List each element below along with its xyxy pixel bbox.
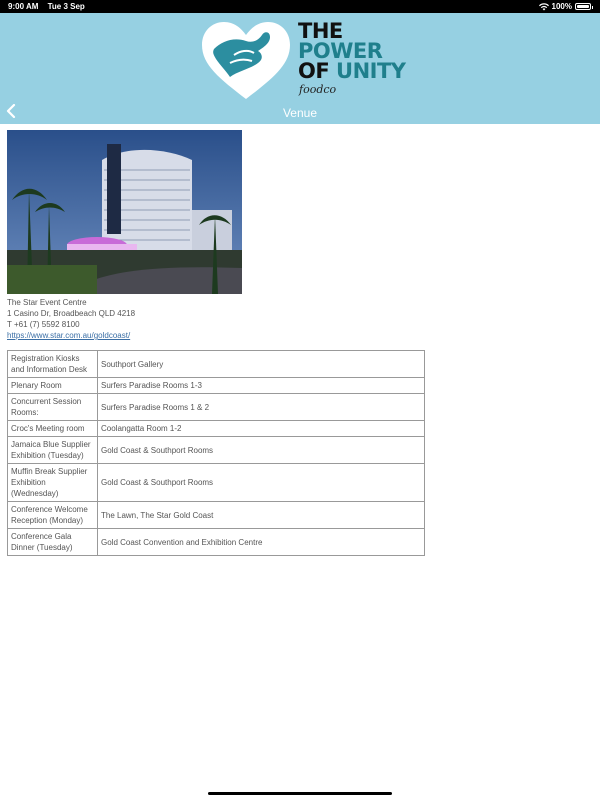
room-location: Surfers Paradise Rooms 1 & 2 [98, 394, 425, 421]
room-location: Gold Coast Convention and Exhibition Centre [98, 529, 425, 556]
table-row [8, 437, 425, 464]
logo-line-of-unity [298, 61, 406, 81]
venue-name: The Star Event Centre [7, 298, 87, 307]
chevron-left-icon [6, 104, 16, 118]
wifi-icon [539, 3, 549, 11]
status-bar [0, 0, 600, 13]
logo-wordmark [298, 21, 406, 81]
logo-unity: UNITY [336, 59, 406, 83]
room-location: Surfers Paradise Rooms 1-3 [98, 378, 425, 394]
venue-phone: T +61 (7) 5592 8100 [7, 320, 80, 329]
battery-icon [575, 3, 591, 10]
logo-line-the: THE [298, 19, 343, 43]
room-label: Muffin Break Supplier Exhibition (Wednesday) [8, 464, 98, 502]
rooms-table-body [8, 351, 425, 556]
table-row [8, 351, 425, 378]
room-label: Plenary Room [8, 378, 98, 394]
main-content [7, 130, 427, 556]
nav-bar [0, 102, 600, 124]
table-row [8, 378, 425, 394]
status-time: 9:00 AM [8, 2, 39, 11]
room-location: The Lawn, The Star Gold Coast [98, 502, 425, 529]
heart-hands-logo-icon [200, 19, 292, 101]
room-location: Southport Gallery [98, 351, 425, 378]
room-label: Jamaica Blue Supplier Exhibition (Tuesday) [8, 437, 98, 464]
room-label: Concurrent Session Rooms: [8, 394, 98, 421]
room-location: Coolangatta Room 1-2 [98, 421, 425, 437]
status-left [8, 2, 85, 11]
logo-line-power: POWER [298, 39, 383, 63]
room-label: Registration Kiosks and Information Desk [8, 351, 98, 378]
app-header [0, 13, 600, 124]
table-row [8, 529, 425, 556]
venue-website-link[interactable]: https://www.star.com.au/goldcoast/ [7, 331, 131, 340]
foodco-signature: foodco [299, 83, 337, 96]
table-row [8, 394, 425, 421]
venue-info [7, 297, 427, 341]
room-label: Conference Gala Dinner (Tuesday) [8, 529, 98, 556]
battery-percent: 100% [551, 2, 572, 11]
logo-of: OF [298, 59, 330, 83]
room-location: Gold Coast & Southport Rooms [98, 464, 425, 502]
rooms-table [7, 350, 425, 556]
venue-photo [7, 130, 242, 294]
room-location: Gold Coast & Southport Rooms [98, 437, 425, 464]
table-row [8, 421, 425, 437]
page-title: Venue [282, 106, 318, 120]
venue-address: 1 Casino Dr, Broadbeach QLD 4218 [7, 309, 136, 318]
room-label: Conference Welcome Reception (Monday) [8, 502, 98, 529]
room-label: Croc's Meeting room [8, 421, 98, 437]
table-row [8, 464, 425, 502]
status-date: Tue 3 Sep [47, 2, 85, 11]
back-button[interactable] [6, 104, 24, 122]
status-right [539, 2, 591, 11]
table-row [8, 502, 425, 529]
home-indicator[interactable] [208, 792, 392, 795]
